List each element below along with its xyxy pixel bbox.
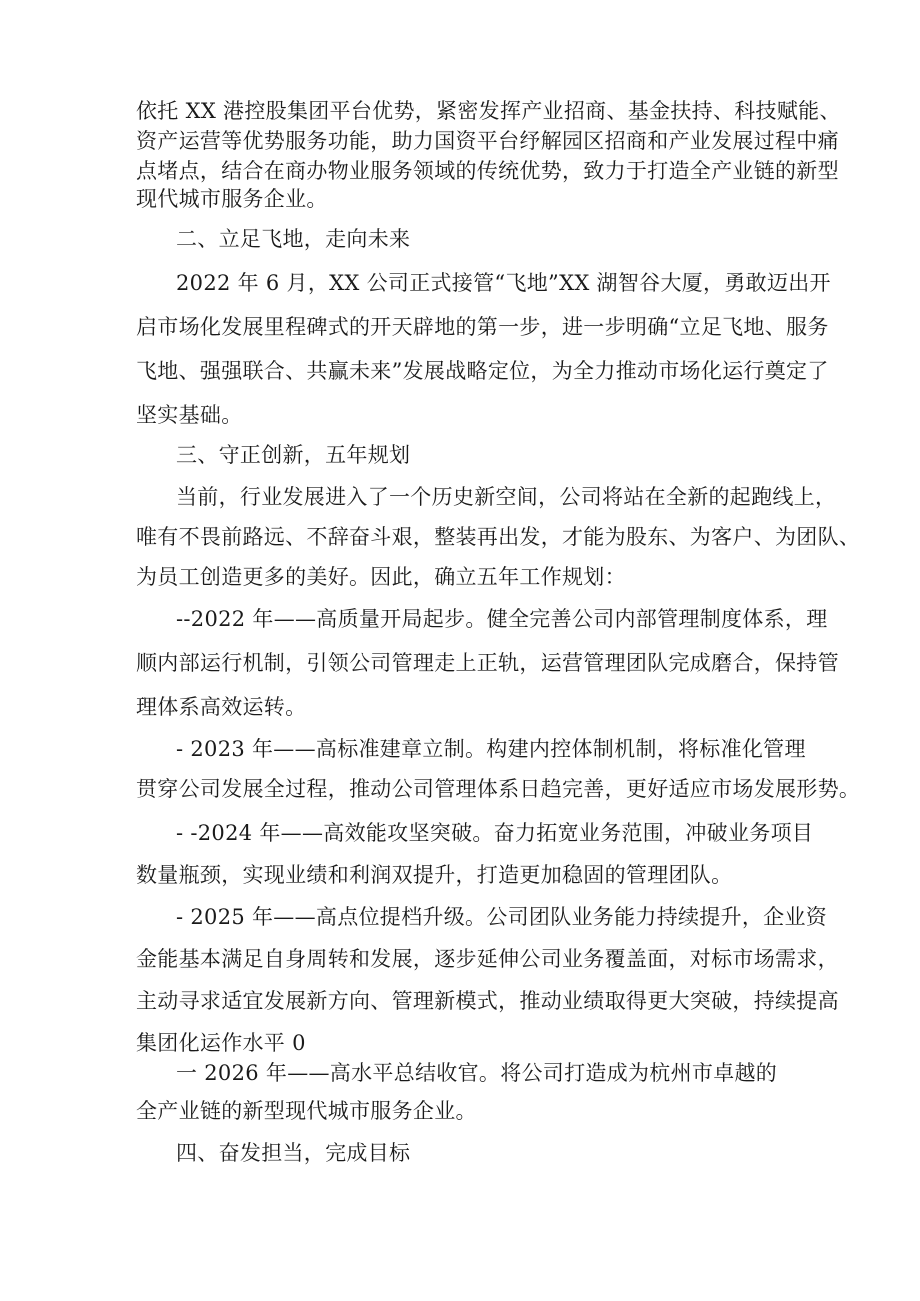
plan-2024-line-1: - -2024 年——高效能攻坚突破。奋力拓宽业务范围，冲破业务项目: [176, 821, 814, 845]
plan-2025-line-2: 金能基本满足自身周转和发展，逐步延伸公司业务覆盖面，对标市场需求，: [136, 947, 839, 971]
section2-line-2: 启市场化发展里程碑式的开天辟地的第一步，进一步明确“立足飞地、服务: [136, 315, 829, 339]
plan-2025-line-1: - 2025 年——高点位提档升级。公司团队业务能力持续提升，企业资: [176, 905, 828, 929]
intro-line-3: 点堵点，结合在商办物业服务领域的传统优势，致力于打造全产业链的新型: [136, 159, 839, 183]
plan-2026-line-2: 全产业链的新型现代城市服务企业。: [136, 1099, 477, 1123]
plan-2024-line-2: 数量瓶颈，实现业绩和利润双提升，打造更加稳固的管理团队。: [136, 863, 733, 887]
plan-2022-line-3: 理体系高效运转。: [136, 695, 307, 719]
section3-line-1: 当前，行业发展进入了一个历史新空间，公司将站在全新的起跑线上，: [176, 485, 837, 509]
section-heading-4: 四、奋发担当，完成目标: [176, 1141, 411, 1165]
plan-2025-line-4: 集团化运作水平 0: [136, 1031, 306, 1055]
plan-2023-line-2: 贯穿公司发展全过程，推动公司管理体系日趋完善，更好适应市场发展形势。: [136, 777, 861, 801]
section2-line-1: 2022 年 6 月，XX 公司正式接管“飞地”XX 湖智谷大厦，勇敢迈出开: [176, 271, 831, 295]
section3-line-2: 唯有不畏前路远、不辞奋斗艰，整装再出发，才能为股东、为客户、为团队、: [136, 525, 861, 549]
section3-line-3: 为员工创造更多的美好。因此，确立五年工作规划：: [136, 565, 626, 589]
intro-line-1: 依托 XX 港控股集团平台优势，紧密发挥产业招商、基金扶持、科技赋能、: [136, 99, 841, 123]
section-heading-3: 三、守正创新，五年规划: [176, 443, 411, 467]
section-heading-2: 二、立足飞地，走向未来: [176, 227, 411, 251]
intro-line-2: 资产运营等优势服务功能，助力国资平台纾解园区招商和产业发展过程中痛: [136, 129, 839, 153]
plan-2026-line-1: 一 2026 年——高水平总结收官。将公司打造成为杭州市卓越的: [176, 1061, 778, 1085]
section2-line-3: 飞地、强强联合、共赢未来”发展战略定位，为全力推动市场化运行奠定了: [136, 359, 829, 383]
plan-2023-line-1: - 2023 年——高标准建章立制。构建内控体制机制，将标准化管理: [176, 737, 806, 761]
plan-2022-line-2: 顺内部运行机制，引领公司管理走上正轨，运营管理团队完成磨合，保持管: [136, 651, 839, 675]
plan-2025-line-3: 主动寻求适宜发展新方向、管理新模式，推动业绩取得更大突破，持续提高: [136, 989, 839, 1013]
plan-2022-line-1: --2022 年——高质量开局起步。健全完善公司内部管理制度体系，理: [176, 607, 828, 631]
section2-line-4: 坚实基础。: [136, 403, 243, 427]
intro-line-4: 现代城市服务企业。: [136, 187, 328, 211]
